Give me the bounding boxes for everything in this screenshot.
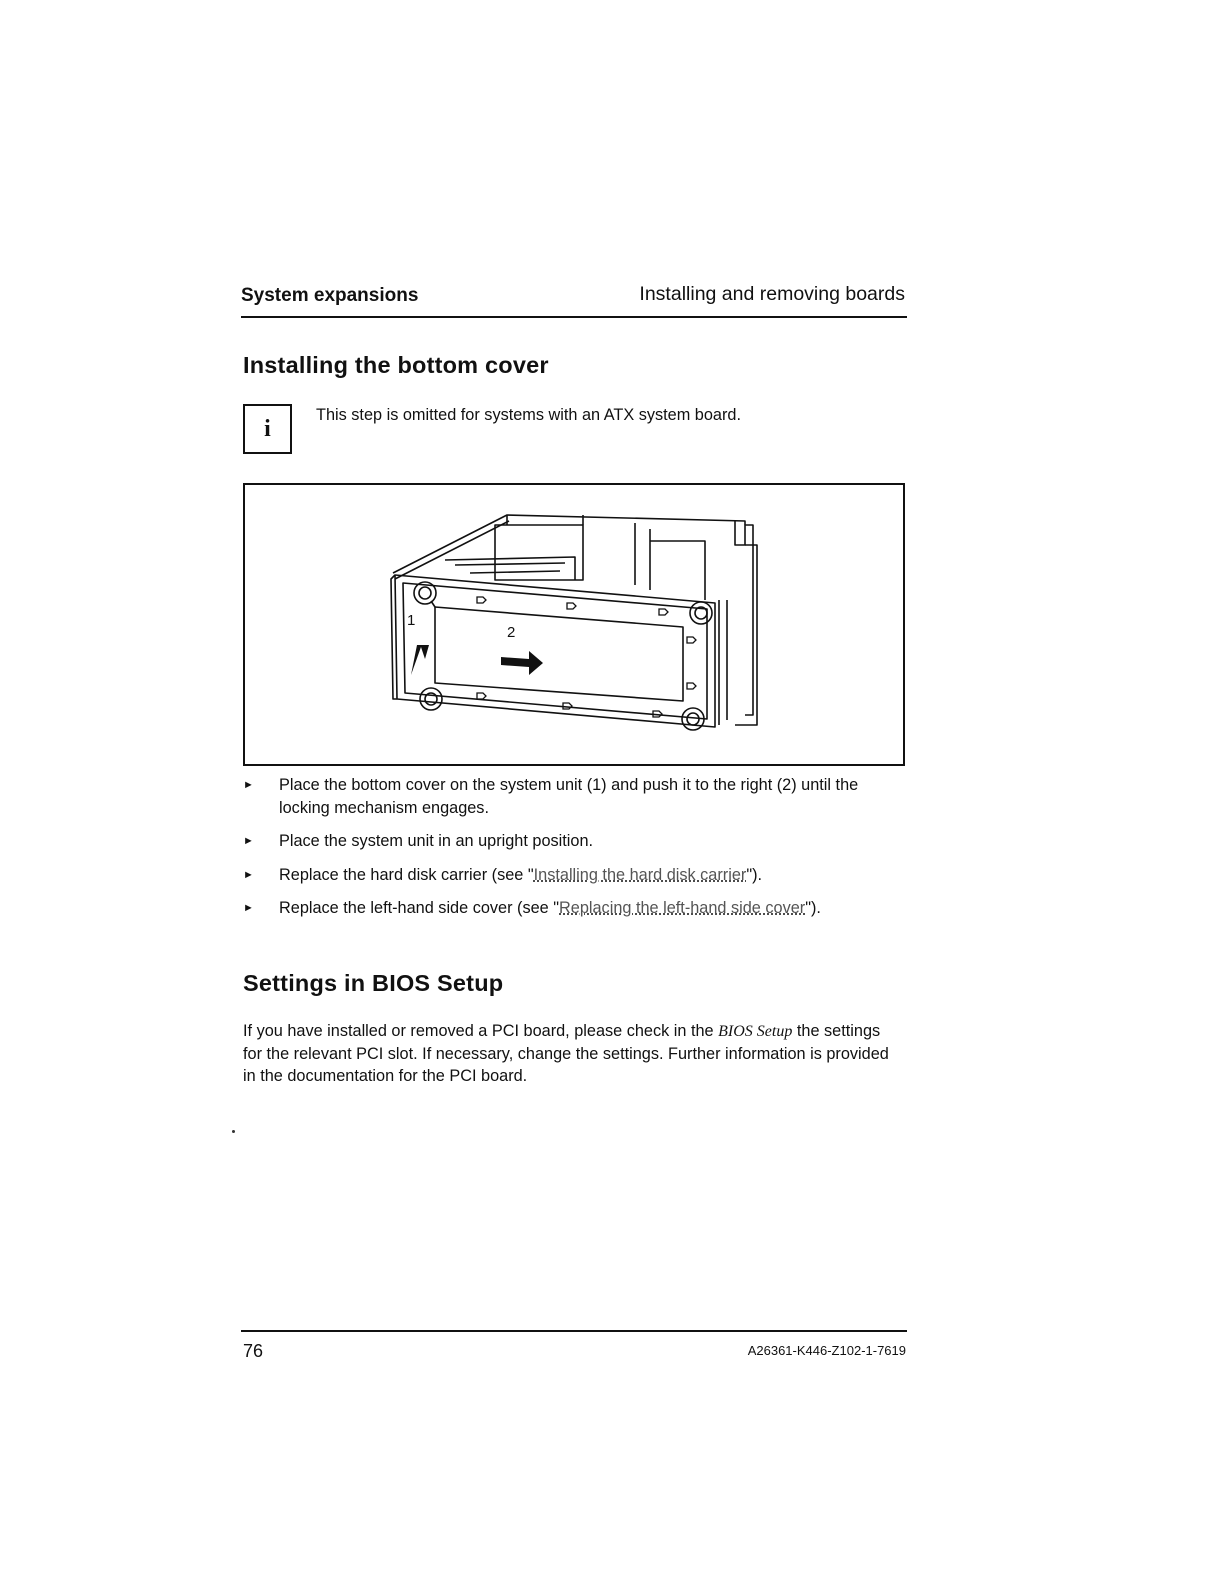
step-text: Replace the hard disk carrier (see "Installing the hard disk carrier"). [279, 866, 763, 884]
document-id: A26361-K446-Z102-1-7619 [747, 1343, 906, 1358]
running-header [241, 282, 907, 318]
link-install-hard-disk-carrier[interactable]: Installing the hard disk carrier [533, 866, 747, 884]
section-title-bios-setup: Settings in BIOS Setup [243, 970, 504, 996]
step-text: Place the bottom cover on the system unit (1) and push it to the right (2) until the locking mechanism engages. [279, 776, 859, 817]
bullet-arrow-icon: ► [243, 869, 254, 881]
header-section: System expansions [241, 285, 419, 306]
section-title-bottom-cover: Installing the bottom cover [243, 352, 549, 378]
instruction-step [243, 897, 903, 920]
bullet-arrow-icon: ► [243, 779, 254, 791]
info-icon [243, 404, 292, 454]
step-text: Replace the left-hand side cover (see "Replacing the left-hand side cover"). [279, 899, 821, 917]
figure-bottom-cover [243, 483, 905, 766]
scan-speck [232, 1130, 235, 1133]
arrow-right-icon [501, 651, 543, 675]
info-icon-glyph: i [264, 416, 271, 442]
page-number: 76 [243, 1341, 264, 1361]
chassis-illustration [245, 485, 907, 768]
instruction-step [243, 774, 903, 820]
arrow-up-icon [411, 645, 429, 675]
link-replace-side-cover[interactable]: Replacing the left-hand side cover [559, 899, 806, 917]
step-text: Place the system unit in an upright position. [279, 832, 594, 850]
instruction-step [243, 830, 903, 853]
bullet-arrow-icon: ► [243, 902, 254, 914]
instruction-step [243, 864, 903, 887]
callout-2: 2 [507, 624, 516, 641]
footer-rule [241, 1330, 907, 1332]
bios-setup-term: BIOS Setup [718, 1023, 793, 1040]
bios-paragraph: If you have installed or removed a PCI board, please check in the BIOS Setup the settings for the relevant PCI slot. If necessary, change the settings. Further information is provided in the documentation for the PCI board. [243, 1022, 889, 1085]
bullet-arrow-icon: ► [243, 835, 254, 847]
header-topic: Installing and removing boards [639, 283, 905, 305]
callout-1: 1 [407, 612, 416, 629]
info-note: This step is omitted for systems with an ATX system board. [316, 406, 741, 424]
